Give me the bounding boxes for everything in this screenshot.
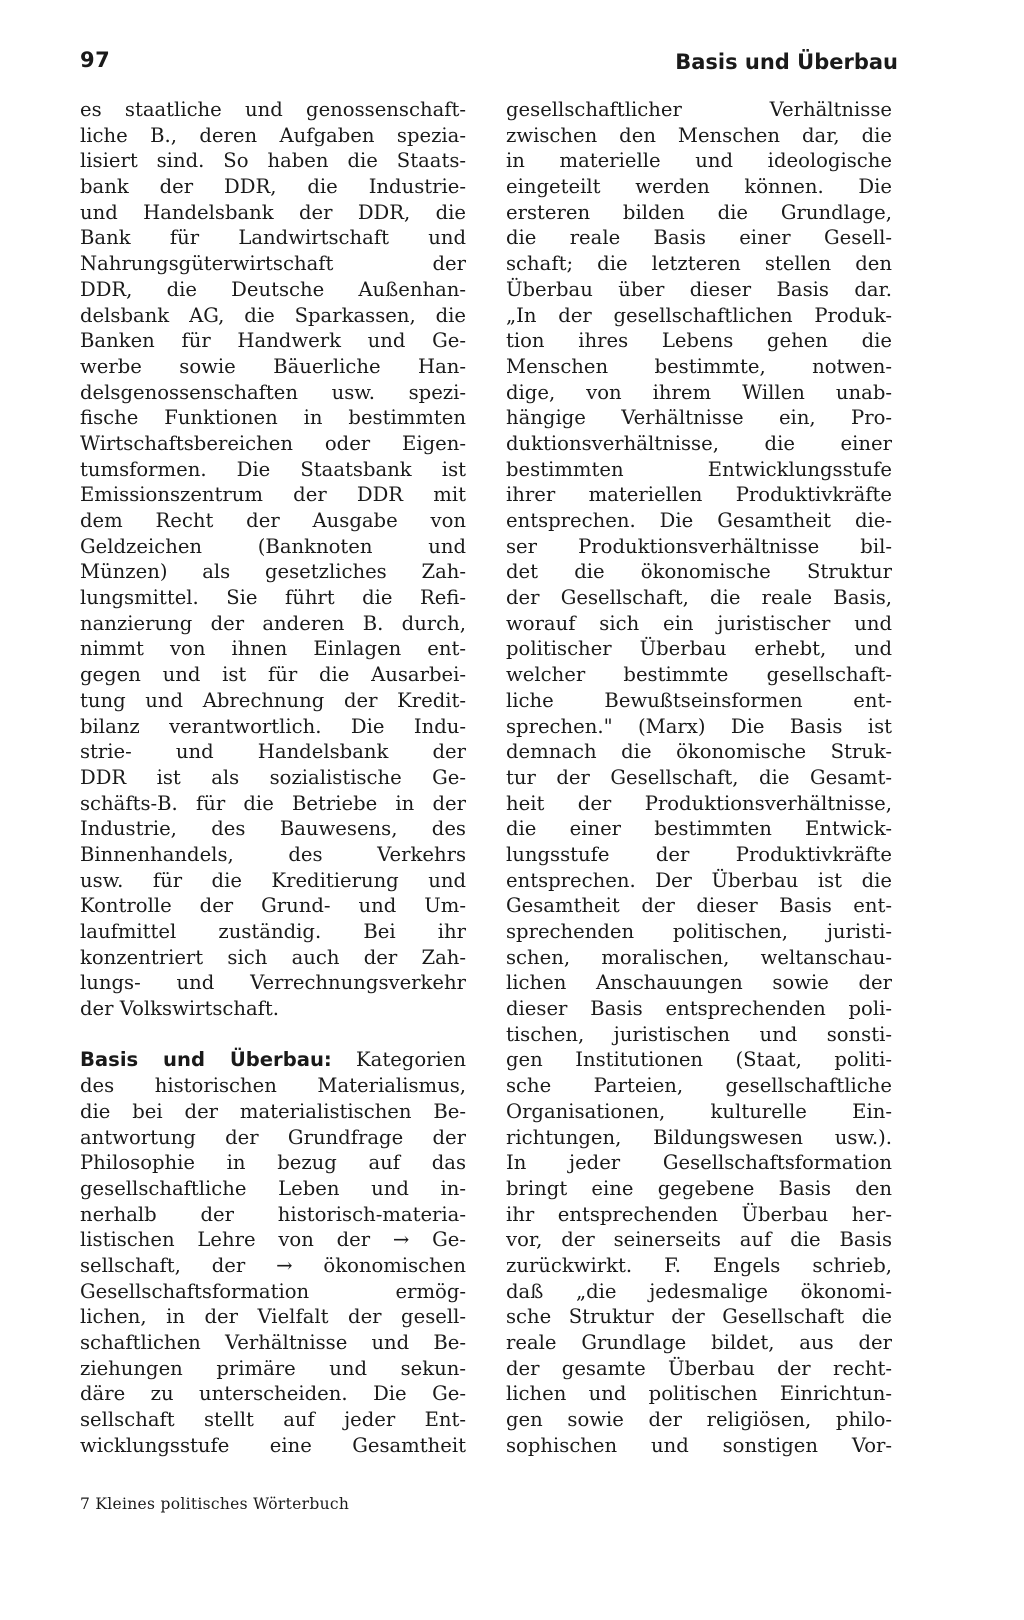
text-line: ihr entsprechenden Überbau her-: [506, 1202, 892, 1226]
text-line: ersteren bilden die Grundlage,: [506, 200, 892, 224]
text-line: wicklungsstufe eine Gesamtheit: [80, 1433, 466, 1457]
paragraph-spacer: [80, 1022, 466, 1048]
entry-term: Basis und Überbau:: [80, 1048, 332, 1072]
text-line: lichen Anschauungen sowie der: [506, 971, 892, 995]
text-line: lungs- und Verrechnungsverkehr: [80, 971, 466, 995]
entry-text-block: [80, 1073, 466, 1458]
text-line: delsgenossenschaften usw. spezi-: [80, 380, 466, 404]
left-column: [80, 97, 466, 1458]
entry-first-line: [80, 1047, 466, 1073]
text-line: werbe sowie Bäuerliche Han-: [80, 354, 466, 378]
text-line: sophischen und sonstigen Vor-: [506, 1433, 892, 1457]
text-line: es staatliche und genossenschaft-: [80, 98, 466, 121]
text-line: sprechen." (Marx) Die Basis ist: [506, 714, 892, 738]
text-line: usw. für die Kreditierung und: [80, 868, 466, 892]
text-line: antwortung der Grundfrage der: [80, 1125, 466, 1149]
text-line: lisiert sind. So haben die Staats-: [80, 149, 466, 173]
text-line: däre zu unterscheiden. Die Ge-: [80, 1382, 466, 1406]
text-line: schäfts-B. für die Betriebe in der: [80, 791, 466, 815]
text-line: listischen Lehre von der → Ge-: [80, 1228, 466, 1252]
text-line: Geldzeichen (Banknoten und: [80, 534, 466, 558]
text-line: in materielle und ideologische: [506, 149, 892, 173]
text-line: DDR, die Deutsche Außenhan-: [80, 277, 466, 301]
text-line: lungsstufe der Produktivkräfte: [506, 842, 892, 866]
right-text-block: [506, 97, 892, 1458]
text-line: bilanz verantwortlich. Die Indu-: [80, 714, 466, 738]
text-line: sprechenden politischen, juristi-: [506, 920, 892, 943]
text-line: DDR ist als sozialistische Ge-: [80, 765, 466, 789]
text-line: gegen und ist für die Ausarbei-: [80, 663, 466, 687]
text-line: Gesellschaftsformation ermög-: [80, 1279, 466, 1303]
text-line: liche B., deren Aufgaben spezia-: [80, 123, 466, 147]
text-line: Wirtschaftsbereichen oder Eigen-: [80, 431, 466, 455]
text-line: demnach die ökonomische Struk-: [506, 740, 892, 764]
text-line: tur der Gesellschaft, die Gesamt-: [506, 765, 892, 789]
text-line: bringt eine gegebene Basis den: [506, 1176, 892, 1200]
text-line: richtungen, Bildungswesen usw.).: [506, 1125, 892, 1149]
text-line: det die ökonomische Struktur: [506, 560, 892, 584]
text-line: Philosophie in bezug auf das: [80, 1151, 466, 1175]
printer-signature: 7 Kleines politisches Wörterbuch: [80, 1495, 350, 1513]
text-line: der Gesellschaft, die reale Basis,: [506, 586, 892, 610]
page-number: 97: [80, 48, 111, 72]
text-line: ihrer materiellen Produktivkräfte: [506, 483, 892, 507]
text-line: Kontrolle der Grund- und Um-: [80, 894, 466, 918]
text-line: die einer bestimmten Entwick-: [506, 817, 892, 841]
text-line: Münzen) als gesetzliches Zah-: [80, 560, 466, 584]
text-line: gen sowie der religiösen, philo-: [506, 1408, 892, 1432]
text-line: tumsformen. Die Staatsbank ist: [80, 457, 466, 481]
text-line: Bank für Landwirtschaft und: [80, 226, 466, 250]
text-line: heit der Produktionsverhältnisse,: [506, 791, 892, 815]
text-line: strie- und Handelsbank der: [80, 740, 466, 764]
text-line: dem Recht der Ausgabe von: [80, 509, 466, 532]
text-line: welcher bestimmte gesellschaft-: [506, 663, 892, 687]
running-head: Basis und Überbau: [675, 50, 898, 74]
text-line: dieser Basis entsprechenden poli-: [506, 997, 892, 1021]
text-line: zurückwirkt. F. Engels schrieb,: [506, 1253, 892, 1277]
text-line: reale Grundlage bildet, aus der: [506, 1331, 892, 1354]
text-line: gesellschaftliche Leben und in-: [80, 1176, 466, 1200]
text-line: gen Institutionen (Staat, politi-: [506, 1048, 892, 1072]
text-line: sche Struktur der Gesellschaft die: [506, 1305, 892, 1329]
text-line: vor, der seinerseits auf die Basis: [506, 1228, 892, 1252]
text-line: tischen, juristischen und sonsti-: [506, 1022, 892, 1046]
text-line: konzentriert sich auch der Zah-: [80, 945, 466, 969]
text-line: die bei der materialistischen Be-: [80, 1099, 466, 1123]
text-line: der Volkswirtschaft.: [80, 997, 280, 1021]
left-text-block: [80, 97, 466, 1022]
text-line: laufmittel zuständig. Bei ihr: [80, 920, 466, 943]
text-line: entsprechen. Die Gesamtheit die-: [506, 509, 892, 532]
text-line: nerhalb der historisch-materia-: [80, 1202, 466, 1226]
text-line: Organisationen, kulturelle Ein-: [506, 1099, 892, 1123]
text-line: und Handelsbank der DDR, die: [80, 200, 466, 224]
text-line: dige, von ihrem Willen unab-: [506, 380, 892, 404]
text-line: nanzierung der anderen B. durch,: [80, 611, 466, 635]
text-line: Überbau über dieser Basis dar.: [506, 277, 892, 301]
text-line: nimmt von ihnen Einlagen ent-: [80, 637, 466, 661]
text-line: bank der DDR, die Industrie-: [80, 175, 466, 199]
text-line: schen, moralischen, weltanschau-: [506, 945, 892, 969]
text-line: des historischen Materialismus,: [80, 1074, 466, 1098]
text-line: ziehungen primäre und sekun-: [80, 1356, 466, 1380]
text-line: „In der gesellschaftlichen Produk-: [506, 303, 892, 327]
text-line: fische Funktionen in bestimmten: [80, 406, 466, 430]
text-line: schaft; die letzteren stellen den: [506, 252, 892, 276]
text-line: Emissionszentrum der DDR mit: [80, 483, 466, 507]
text-line: Gesamtheit der dieser Basis ent-: [506, 894, 892, 918]
text-line: entsprechen. Der Überbau ist die: [506, 868, 892, 892]
text-line: In jeder Gesellschaftsformation: [506, 1151, 892, 1175]
text-line: sche Parteien, gesellschaftliche: [506, 1074, 892, 1098]
text-line: liche Bewußtseinsformen ent-: [506, 688, 892, 712]
text-line: die reale Basis einer Gesell-: [506, 226, 892, 250]
text-line: sellschaft stellt auf jeder Ent-: [80, 1408, 466, 1432]
entry-first-line-rest: Kategorien: [331, 1048, 466, 1072]
text-line: Banken für Handwerk und Ge-: [80, 329, 466, 353]
text-line: der gesamte Überbau der recht-: [506, 1356, 892, 1380]
text-line: ser Produktionsverhältnisse bil-: [506, 534, 892, 558]
text-line: lichen, in der Vielfalt der gesell-: [80, 1305, 466, 1329]
text-line: Binnenhandels, des Verkehrs: [80, 842, 466, 866]
text-line: delsbank AG, die Sparkassen, die: [80, 303, 466, 327]
text-line: worauf sich ein juristischer und: [506, 611, 892, 635]
text-line: hängige Verhältnisse ein, Pro-: [506, 406, 892, 430]
text-line: duktionsverhältnisse, die einer: [506, 431, 892, 455]
text-line: gesellschaftlicher Verhältnisse: [506, 98, 892, 121]
text-line: Menschen bestimmte, notwen-: [506, 354, 892, 378]
text-line: daß „die jedesmalige ökonomi-: [506, 1279, 892, 1303]
text-line: Nahrungsgüterwirtschaft der: [80, 252, 466, 276]
text-line: tung und Abrechnung der Kredit-: [80, 688, 466, 712]
text-line: bestimmten Entwicklungsstufe: [506, 457, 892, 481]
text-line: lichen und politischen Einrichtun-: [506, 1382, 892, 1406]
text-line: tion ihres Lebens gehen die: [506, 329, 892, 353]
text-line: lungsmittel. Sie führt die Refi-: [80, 586, 466, 610]
text-line: Industrie, des Bauwesens, des: [80, 817, 466, 841]
text-line: politischer Überbau erhebt, und: [506, 637, 892, 661]
text-line: zwischen den Menschen dar, die: [506, 123, 892, 147]
right-column: [506, 97, 892, 1458]
text-line: eingeteilt werden können. Die: [506, 175, 892, 199]
text-line: sellschaft, der → ökonomischen: [80, 1253, 466, 1277]
text-line: schaftlichen Verhältnisse und Be-: [80, 1331, 466, 1354]
